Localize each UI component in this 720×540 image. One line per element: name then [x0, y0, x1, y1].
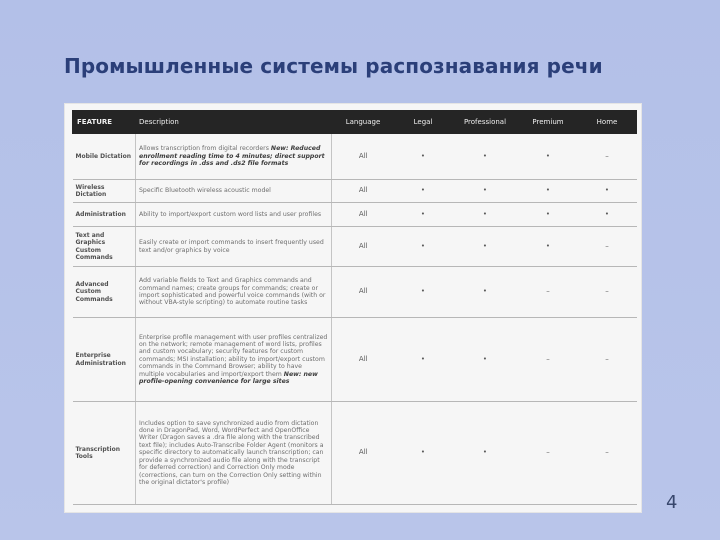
- feature-name: Mobile Dictation: [73, 134, 136, 180]
- home-value: –: [578, 318, 637, 402]
- table-row: [73, 318, 637, 402]
- feature-description: [136, 318, 332, 402]
- feature-comparison-table: [72, 110, 637, 505]
- premium-value: –: [519, 318, 578, 402]
- premium-value: –: [519, 267, 578, 318]
- legal-value: •: [395, 180, 452, 203]
- home-value: •: [578, 203, 637, 227]
- feature-description: [136, 203, 332, 227]
- description-text: Specific Bluetooth wireless acoustic model: [139, 187, 271, 195]
- description-text: Enterprise profile management with user profiles centralized on the network; remote management of word lists, profiles and custom vocabulary; security features for custom commands; MSI installation; ability to import/export custom commands in the Command Browser; ability to have multiple vocabularies and import/export them: [139, 333, 328, 378]
- description-new-highlight: New: new profile-opening convenience for large sites: [139, 370, 318, 386]
- legal-value: •: [395, 267, 452, 318]
- slide-title: Промышленные системы распознавания речи: [64, 54, 603, 78]
- premium-value: –: [519, 402, 578, 505]
- professional-value: •: [452, 227, 519, 267]
- professional-value: •: [452, 134, 519, 180]
- legal-value: •: [395, 318, 452, 402]
- table-row: [73, 203, 637, 227]
- home-value: •: [578, 180, 637, 203]
- header-home: Home: [578, 111, 637, 134]
- language-value: All: [332, 318, 395, 402]
- table-row: [73, 267, 637, 318]
- premium-value: •: [519, 227, 578, 267]
- header-language: Language: [332, 111, 395, 134]
- home-value: –: [578, 227, 637, 267]
- language-value: All: [332, 227, 395, 267]
- language-value: All: [332, 180, 395, 203]
- professional-value: •: [452, 203, 519, 227]
- legal-value: •: [395, 134, 452, 180]
- feature-name: Advanced Custom Commands: [73, 267, 136, 318]
- table-wrapper: [72, 110, 636, 507]
- description-text: Add variable fields to Text and Graphics commands and command names; create groups for commands; create or import sophisticated and powerful voice commands (with or without VBA-style scripting) to automate routine tasks: [139, 277, 326, 307]
- premium-value: •: [519, 134, 578, 180]
- table-row: [73, 180, 637, 203]
- description-new-highlight: New: Reduced enrollment reading time to 4 minutes; direct support for recordings in .dss and .ds2 file formats: [139, 145, 325, 168]
- legal-value: •: [395, 402, 452, 505]
- header-premium: Premium: [519, 111, 578, 134]
- header-professional: Professional: [452, 111, 519, 134]
- scanned-table-image: [64, 103, 642, 513]
- legal-value: •: [395, 203, 452, 227]
- feature-description: [136, 134, 332, 180]
- table-row: [73, 227, 637, 267]
- description-text: Easily create or import commands to insert frequently used text and/or graphics by voice: [139, 239, 324, 254]
- home-value: –: [578, 134, 637, 180]
- table-row: [73, 134, 637, 180]
- feature-description: [136, 267, 332, 318]
- header-legal: Legal: [395, 111, 452, 134]
- professional-value: •: [452, 318, 519, 402]
- page-number: 4: [666, 492, 678, 513]
- home-value: –: [578, 402, 637, 505]
- legal-value: •: [395, 227, 452, 267]
- feature-description: [136, 402, 332, 505]
- header-description: Description: [136, 111, 332, 134]
- description-text: Ability to import/export custom word lists and user profiles: [139, 210, 322, 218]
- home-value: –: [578, 267, 637, 318]
- table-header-row: [73, 111, 637, 134]
- description-text: Allows transcription from digital recorders: [139, 145, 269, 153]
- feature-description: [136, 180, 332, 203]
- language-value: All: [332, 267, 395, 318]
- feature-name: Text and Graphics Custom Commands: [73, 227, 136, 267]
- language-value: All: [332, 134, 395, 180]
- professional-value: •: [452, 180, 519, 203]
- language-value: All: [332, 203, 395, 227]
- feature-name: Wireless Dictation: [73, 180, 136, 203]
- feature-name: Administration: [73, 203, 136, 227]
- premium-value: •: [519, 203, 578, 227]
- feature-name: Transcription Tools: [73, 402, 136, 505]
- table-row: [73, 402, 637, 505]
- premium-value: •: [519, 180, 578, 203]
- feature-name: Enterprise Administration: [73, 318, 136, 402]
- professional-value: •: [452, 402, 519, 505]
- header-feature: FEATURE: [73, 111, 136, 134]
- feature-description: [136, 227, 332, 267]
- professional-value: •: [452, 267, 519, 318]
- description-text: Includes option to save synchronized audio from dictation done in DragonPad, Word, WordPerfect and OpenOffice Writer (Dragon saves a .dra file along with the transcribed text file); includes Auto-Transcribe Folder Agent (monitors a specific directory to automatically launch transcription; can provide a synchronized audio file along with the transcript for deferred correction) and Correction Only mode (corrections, can turn on the Correction Only setting within the original dictator's profile): [139, 419, 324, 486]
- language-value: All: [332, 402, 395, 505]
